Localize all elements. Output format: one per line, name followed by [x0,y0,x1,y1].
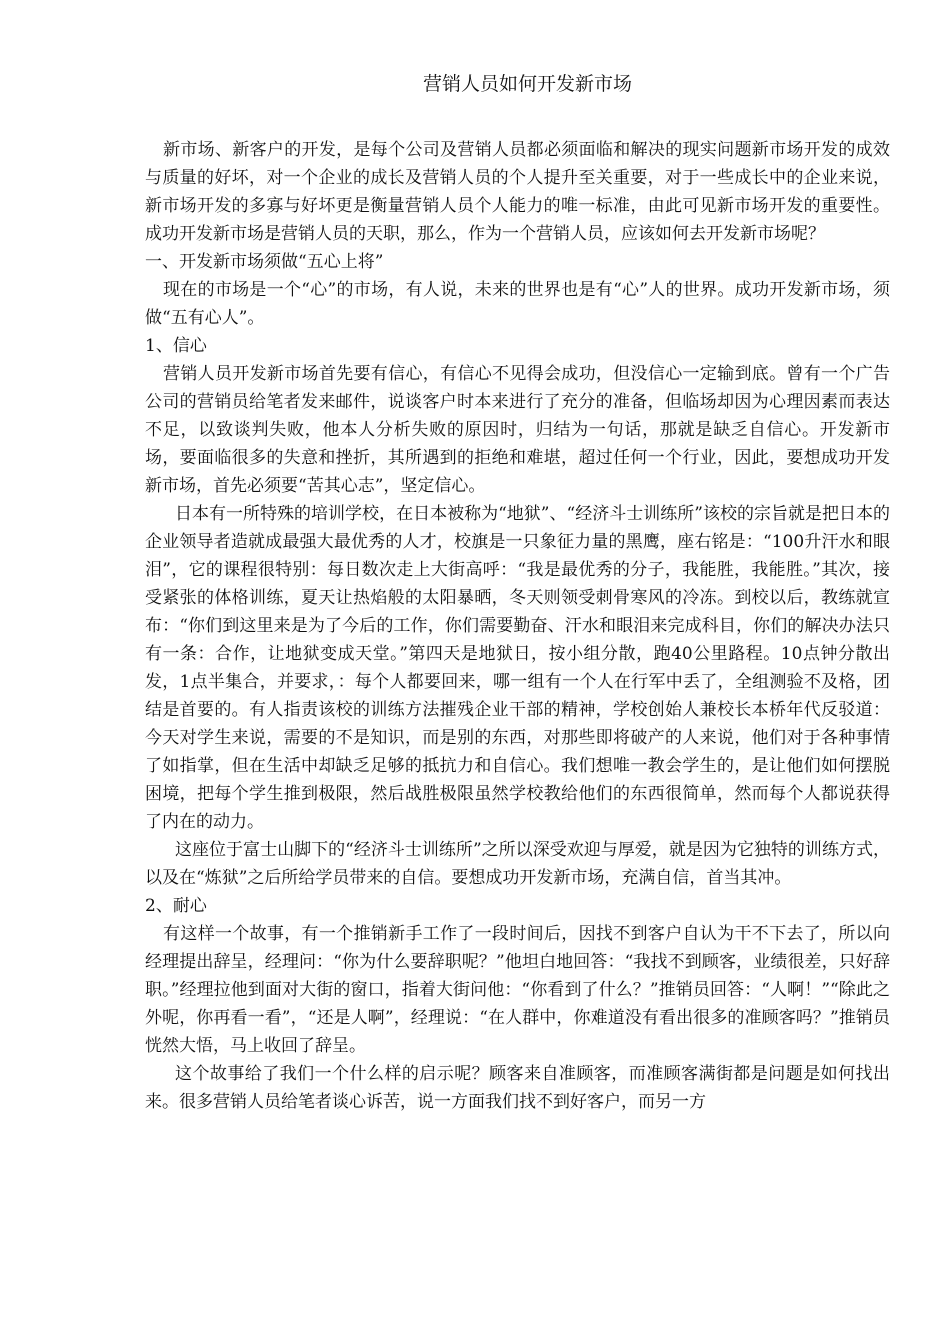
paragraph: 现在的市场是一个“心”的市场，有人说，未来的世界也是有“心”人的世界。成功开发新市场，须做“五有心人”。 [145,280,890,328]
paragraph: 1、信心 [145,336,207,356]
paragraph: 这座位于富士山脚下的“经济斗士训练所”之所以深受欢迎与厚爱，就是因为它独特的训练方式，以及在“炼狱”之后所给学员带来的自信。要想成功开发新市场，充满自信，首当其冲。 [145,840,890,888]
document-title: 营销人员如何开发新市场 [422,73,632,95]
paragraph: 日本有一所特殊的培训学校，在日本被称为“地狱”、“经济斗士训练所”该校的宗旨就是把日本的企业领导者造就成最强大最优秀的人才，校旗是一只象征力量的黑鹰，座右铭是：“100升汗水和眼泪”，它的课程很特别：每日数次走上大街高呼：“我是最优秀的分子，我能胜，我能胜。”其次，接受紧张的体格训练，夏天让热焰般的太阳暴晒，冬天则领受刺骨寒风的冷冻。到校以后，教练就宣布：“你们到这里来是为了今后的工作，你们需要勤奋、汗水和眼泪来完成科目，你们的解决办法只有一条：合作，让地狱变成天堂。”第四天是地狱日，按小组分散，跑40公里路程。10点钟分散出发，1点半集合，并要求，：每个人都要回来，哪一组有一个人在行军中丢了，全组测验不及格，团结是首要的。有人指责该校的训练方法摧残企业干部的精神，学校创始人兼校长本桥年代反驳道：今天对学生来说，需要的不是知识，而是别的东西，对那些即将破产的人来说，他们对于各种事情了如指掌，但在生活中却缺乏足够的抵抗力和自信心。我们想唯一教会学生的，是让他们如何摆脱困境，把每个学生推到极限，然后战胜极限虽然学校教给他们的东西很简单，然而每个人都说获得了内在的动力。 [145,504,890,832]
paragraph: 有这样一个故事，有一个推销新手工作了一段时间后，因找不到客户自认为干不下去了，所以向经理提出辞呈，经理问：“你为什么要辞职呢？”他坦白地回答：“我找不到顾客，业绩很差，只好辞职。”经理拉他到面对大街的窗口，指着大街问他：“你看到了什么？”推销员回答：“人啊！”“除此之外呢，你再看一看”，“还是人啊”，经理说：“在人群中，你难道没有看出很多的准顾客吗？”推销员恍然大悟，马上收回了辞呈。 [145,924,890,1056]
paragraph: 一、开发新市场须做“五心上将” [145,252,384,272]
paragraph: 营销人员开发新市场首先要有信心，有信心不见得会成功，但没信心一定输到底。曾有一个广告公司的营销员给笔者发来邮件，说谈客户时本来进行了充分的准备，但临场却因为心理因素而表达不足，以致谈判失败，他本人分析失败的原因时，归结为一句话，那就是缺乏自信心。开发新市场，要面临很多的失意和挫折，其所遇到的拒绝和难堪，超过任何一个行业，因此，要想成功开发新市场，首先必须要“苦其心志”，坚定信心。 [145,364,890,496]
paragraph: 这个故事给了我们一个什么样的启示呢？顾客来自准顾客，而准顾客满街都是问题是如何找出来。很多营销人员给笔者谈心诉苦，说一方面我们找不到好客户，而另一方 [145,1064,890,1112]
document-page [145,70,890,1116]
document-body [145,136,890,1116]
paragraph: 2、耐心 [145,896,207,916]
paragraph: 新市场、新客户的开发，是每个公司及营销人员都必须面临和解决的现实问题新市场开发的成效与质量的好坏，对一个企业的成长及营销人员的个人提升至关重要，对于一些成长中的企业来说，新市场开发的多寡与好坏更是衡量营销人员个人能力的唯一标准，由此可见新市场开发的重要性。成功开发新市场是营销人员的天职，那么，作为一个营销人员，应该如何去开发新市场呢？ [145,140,890,244]
